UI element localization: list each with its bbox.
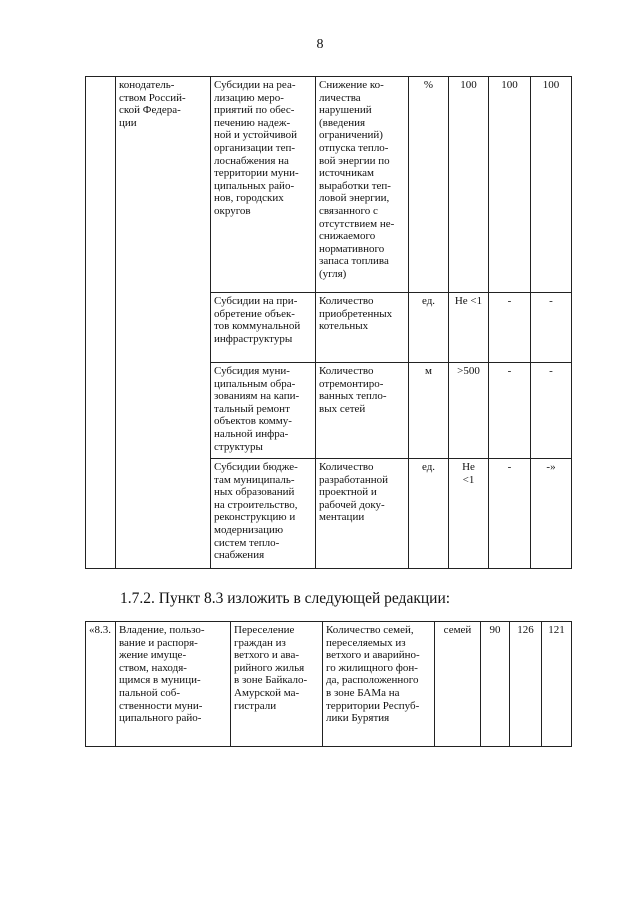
value-cell: - (489, 293, 531, 363)
measure-cell: Субсидия муни- ципальным обра- зованиям на капи- тальный ремонт объектов комму- нальной инфра- структуры (211, 363, 316, 459)
indicator-cell: Количество разработанной проектной и рабочей доку- ментации (316, 459, 409, 569)
item-number-cell: «8.3. (86, 622, 116, 747)
value-cell: >500 (449, 363, 489, 459)
measure-cell: Субсидии на реа- лизацию меро- приятий по обес- печению надеж- ной и устойчивой организации теп- лоснабжения на территории муни- ципальных райо- нов, городских округов (211, 77, 316, 293)
legal-basis-cell: конодатель- ством Россий- ской Федера- ции (116, 77, 211, 569)
value-cell: 121 (542, 622, 572, 747)
value-cell: -» (531, 459, 572, 569)
value-cell: 100 (449, 77, 489, 293)
value-cell: 126 (510, 622, 542, 747)
measure-cell: Переселение граждан из ветхого и ава- рийного жилья в зоне Байкало- Амурской ма- гистрали (231, 622, 323, 747)
measure-cell: Субсидии бюдже- там муниципаль- ных образований на строительство, реконструкцию и модернизацию систем тепло- снабжения (211, 459, 316, 569)
unit-cell: семей (435, 622, 481, 747)
value-cell: - (489, 363, 531, 459)
indicators-table-continued (85, 76, 572, 569)
indicator-cell: Количество семей, переселяемых из ветхого и аварийно- го жилищного фон- да, расположенного в зоне БАМа на территории Респуб- лики Бурятия (323, 622, 435, 747)
unit-cell: ед. (409, 459, 449, 569)
section-heading: 1.7.2. Пункт 8.3 изложить в следующей редакции: (120, 590, 451, 607)
value-cell: - (531, 293, 572, 363)
indicator-cell: Количество приобретенных котельных (316, 293, 409, 363)
indicators-table-8-3 (85, 621, 572, 747)
unit-cell: % (409, 77, 449, 293)
value-cell: - (489, 459, 531, 569)
value-cell: 100 (531, 77, 572, 293)
value-cell: 100 (489, 77, 531, 293)
unit-cell: м (409, 363, 449, 459)
value-cell: Не <1 (449, 459, 489, 569)
page-number: 8 (316, 37, 324, 52)
empty-number-cell (86, 77, 116, 569)
value-cell: - (531, 363, 572, 459)
indicator-cell: Снижение ко- личества нарушений (введения ограничений) отпуска тепло- вой энергии по источникам выработки теп- ловой энергии, связанного с отсутствием не- снижаемого нормативного запаса топлива (угля) (316, 77, 409, 293)
value-cell: 90 (481, 622, 510, 747)
unit-cell: ед. (409, 293, 449, 363)
goal-cell: Владение, пользо- вание и распоря- жение имуще- ством, находя- щимся в муници- пальной соб- ственности муни- ципального райо- (116, 622, 231, 747)
indicator-cell: Количество отремонтиро- ванных тепло- вых сетей (316, 363, 409, 459)
measure-cell: Субсидии на при- обретение объек- тов коммунальной инфраструктуры (211, 293, 316, 363)
value-cell: Не <1 (449, 293, 489, 363)
